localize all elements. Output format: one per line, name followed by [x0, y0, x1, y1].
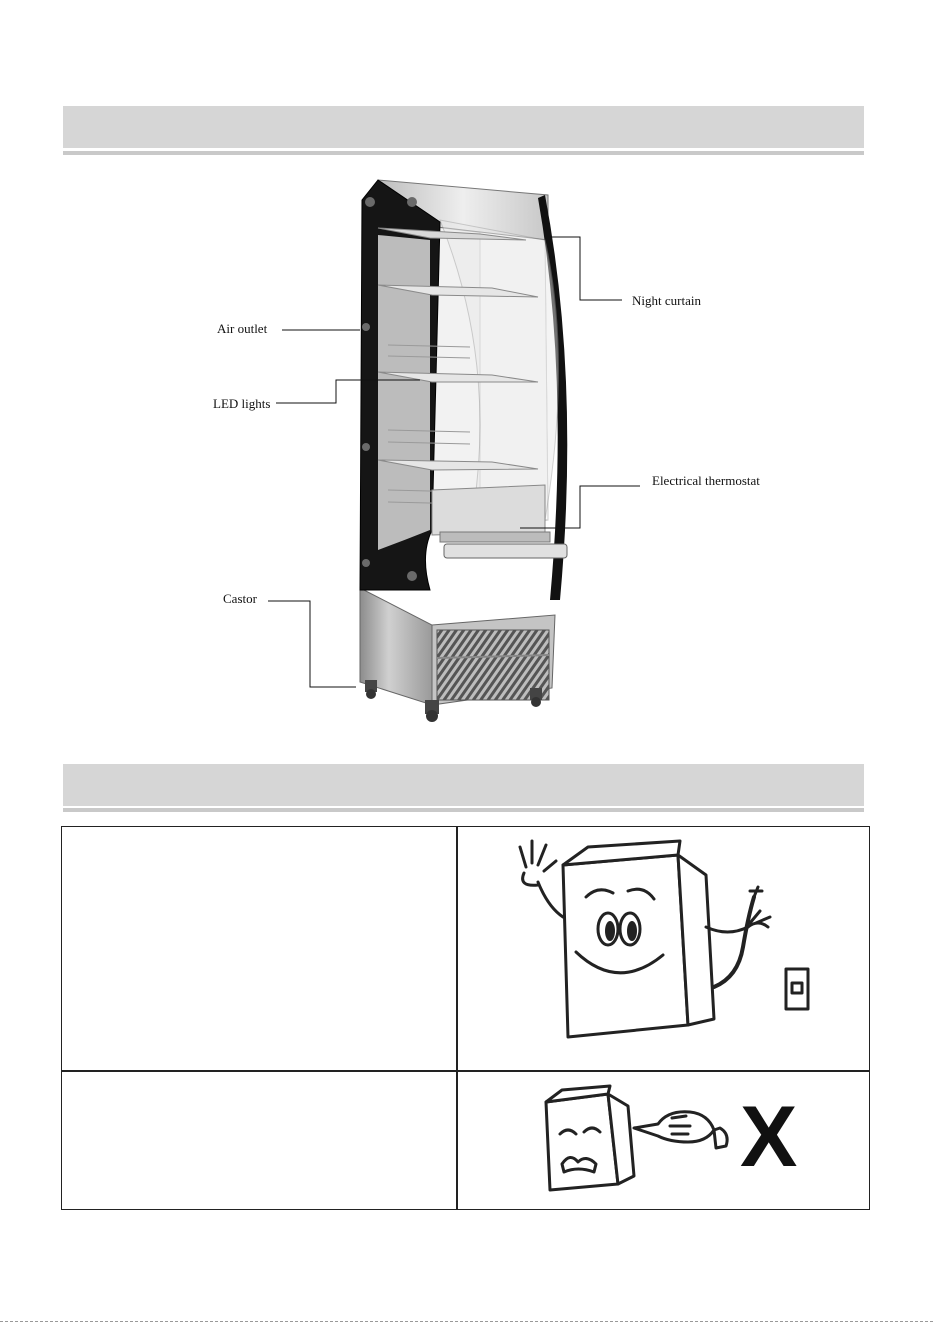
callout-electrical-thermostat: Electrical thermostat — [652, 473, 760, 488]
callout-led-lights: LED lights — [213, 396, 271, 411]
callout-night-curtain: Night curtain — [632, 293, 701, 308]
display-fridge-diagram — [0, 160, 933, 750]
prohibited-x-mark: X — [740, 1089, 798, 1185]
page-bottom-rule — [0, 1321, 933, 1322]
fridge-plug-in-icon — [458, 827, 869, 1070]
section-header-rule-2 — [63, 808, 864, 812]
table-cell-text-2 — [62, 1072, 456, 1209]
callout-air-outlet: Air outlet — [217, 321, 268, 336]
front-rail — [444, 544, 567, 558]
table-cell-text-1 — [62, 827, 456, 1070]
callout-castor: Castor — [223, 591, 257, 606]
table-cell-illustration-2 — [458, 1072, 869, 1209]
base-cabinet — [360, 588, 555, 705]
table-cell-illustration-1 — [458, 827, 869, 1070]
instruction-table — [61, 826, 870, 1210]
section-header-bar-2 — [63, 764, 864, 806]
section-header-bar-1 — [63, 106, 864, 148]
product-figure — [0, 160, 933, 750]
section-header-rule-1 — [63, 151, 864, 155]
pull-plug-prohibited-icon — [458, 1072, 869, 1209]
